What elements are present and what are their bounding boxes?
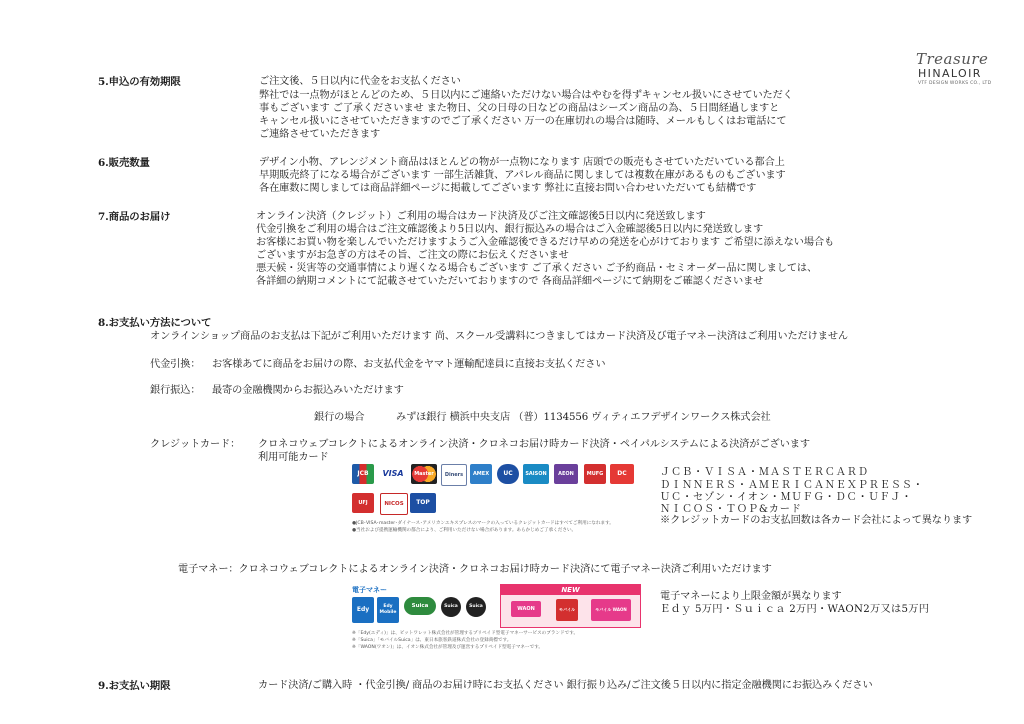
emoney-limit-detail: Ｅｄｙ 5万円・Ｓｕｉｃａ 2万円・WAON2万又は5万円 [660,604,930,615]
section-6-title: 6.販売数量 [98,157,150,169]
mobile-suica-icon: Suica [466,597,486,617]
section-6-line: 各在庫数に関しましては商品詳細ページに掲載してございます 弊社に直接お問い合わせいただいても結構です [259,183,757,194]
bank-case: 銀行の場合 [314,412,365,423]
bank-text: 最寄の金融機関からお振込みいただけます [212,385,404,396]
mobile-waon-phone-icon: モバイル [556,599,578,621]
emoney-title: 電子マネー [352,586,387,594]
emoney-limit: 電子マネーにより上限金額が異なります [660,591,842,602]
suica-logo: Suica [404,597,436,615]
amex-card-logo: AMEX [470,464,492,484]
section-5-line: 弊社では一点物がほとんどのため、５日以内にご連絡いただけない場合はやむを得ずキャンセル扱いにさせていただく [259,90,793,101]
aeon-card-logo: AEON [554,464,578,484]
section-7-line: オンライン決済（クレジット）ご利用の場合はカード決済及びご注文確認後5日以内に発送致します [256,211,706,222]
section-7-title: 7.商品のお届け [98,211,171,223]
mobile-waon-logo: モバイル WAON [591,599,631,621]
section-7-line: ございますがお急ぎの方はその旨、ご注文の際にお伝えくださいませ [256,250,569,261]
section-8-title: 8.お支払い方法について [98,317,212,329]
cod-text: お客様あてに商品をお届けの際、お支払代金をヤマト運輸配達員に直接お支払ください [212,359,606,370]
card-brands-line: ＤＩＮＮＥＲＳ・ＡＭＥＲＩＣＡＮＥＸＰＲＥＳＳ・ [660,480,924,491]
section-9-title: 9.お支払い期限 [98,680,171,692]
uc-card-logo: UC [497,464,519,484]
section-6-line: 早期販売終了になる場合がございます 一部生活雑貨、アパレル商品に関しましては複数在庫があるものもございます [259,170,786,181]
card-brands-line: ＮＩＣＯＳ・ＴＯＰ&カード [660,504,802,515]
section-9-text: カード決済/ご購入時 ・代金引換/ 商品のお届け時にお支払ください 銀行振り込み/ご注文後５日以内に指定金融機関にお振込みください [258,680,873,691]
card-brands-line: ＵＣ・セゾン・イオン・ＭＵＦＧ・ＤＣ・ＵＦＪ・ [660,492,913,503]
emoney-small-note: ※「Suica」「モバイルSuica」は、東日本旅客鉄道株式会社の登録商標です。 [352,638,512,643]
brand-logo-tagline: VTF DESIGN WORKS CO., LTD [918,81,992,86]
edy-mobile-logo: Edy Mobile [377,597,399,623]
diners-card-logo: Diners [441,464,467,486]
dc-card-logo: DC [610,464,634,484]
mufg-card-logo: MUFG [584,464,606,484]
new-badge: NEW [501,585,640,595]
section-5-line: 事もございます ご了承くださいませ また物日、父の日母の日などの商品はシーズン商品の為、５日間経過しますと [259,103,780,114]
section-7-line: 代金引換をご利用の場合はご注文確認後より5日以内、銀行振込みの場合はご入金確認後5日以内に発送致します [256,224,764,235]
card-small-note: ●JCB･VISA･master･ダイナース･アメリカンエキスプレスのマークの入っているクレジットカードはすべてご利用になれます。 [352,521,614,526]
saison-card-logo: SAISON [523,464,549,484]
emoney-new-box [500,584,641,628]
credit-text: クロネコウェブコレクトによるオンライン決済・クロネコお届け時カード決済・ペイパルシステムによる決済がございます [258,439,810,450]
credit-label: クレジットカード： [150,439,241,450]
section-5-title: 5.申込の有効期限 [98,76,181,88]
credit-usable: 利用可能カード [258,452,329,463]
section-7-line: お客様にお買い物を楽しんでいただけますようご入金確認後できるだけ早めの発送を心がけております ご希望に添えない場合も [256,237,835,248]
emoney-small-note: ※「WAON(ワオン)」は、イオン株式会社が管理及び運営するプリペイド型電子マネーです。 [352,645,544,650]
emoney-text: 電子マネー：クロネコウェブコレクトによるオンライン決済・クロネコお届け時カード決済にて電子マネー決済ご利用いただけます [178,564,772,575]
emoney-small-note: ※「Edy(エディ)」は、ビットワレット株式会社が管理するプリペイド型電子マネーサービスのブランドです。 [352,631,579,636]
top-card-logo: TOP [410,493,436,513]
nicos-card-logo: NICOS [380,493,408,515]
section-6-line: デザイン小物、アレンジメント商品はほとんどの物が一点物になります 店頭での販売もさせていただいている都合上 [259,157,785,168]
card-installment-note: ※クレジットカードのお支払回数は各カード会社によって異なります [660,515,973,526]
brand-logo-name: HINALOIR [918,67,982,80]
mastercard-logo: Master [411,464,437,484]
section-5-line: ご連絡させていただきます [259,129,381,140]
card-small-note: ●当社および提携運輸機関の都合により、ご利用いただけない場合があります。あらかじめご了承ください。 [352,528,577,533]
edy-logo: Edy [352,597,374,623]
ufj-card-logo: UFJ [352,493,374,513]
waon-logo: WAON [511,601,541,617]
jcb-card-logo: JCB [352,464,374,484]
bank-detail: みずほ銀行 横浜中央支店 （普）1134556 ヴィティエフデザインワークス株式会社 [396,412,771,423]
payment-intro: オンラインショップ商品のお支払は下記がご利用いただけます 尚、スクール受講料につきましてはカード決済及び電子マネー決済はご利用いただけません [150,331,848,342]
visa-card-logo: VISA [378,464,408,484]
section-7-line: 各詳細の納期コメントにて記載させていただいておりますので 各商品詳細ページにて納期をご確認くださいませ [256,276,764,287]
bank-label: 銀行振込： [150,385,201,396]
brand-logo-script: Treasure [916,50,989,68]
section-5-line: ご注文後、５日以内に代金をお支払ください [259,76,461,87]
cod-label: 代金引換： [150,359,201,370]
card-brands-line: ＪＣＢ・ＶＩＳＡ・ＭＡＳＴＥＲＣＡＲＤ [660,467,869,478]
section-7-line: 悪天候・災害等の交通事情により遅くなる場合もございます ご了承ください ご予約商品・セミオーダー品に関しましては、 [256,263,818,274]
section-5-line: キャンセル扱いにさせていただきますのでご了承ください 万一の在庫切れの場合は随時、メールもしくはお電話にて [259,116,787,127]
suica-penguin-icon: Suica [441,597,461,617]
